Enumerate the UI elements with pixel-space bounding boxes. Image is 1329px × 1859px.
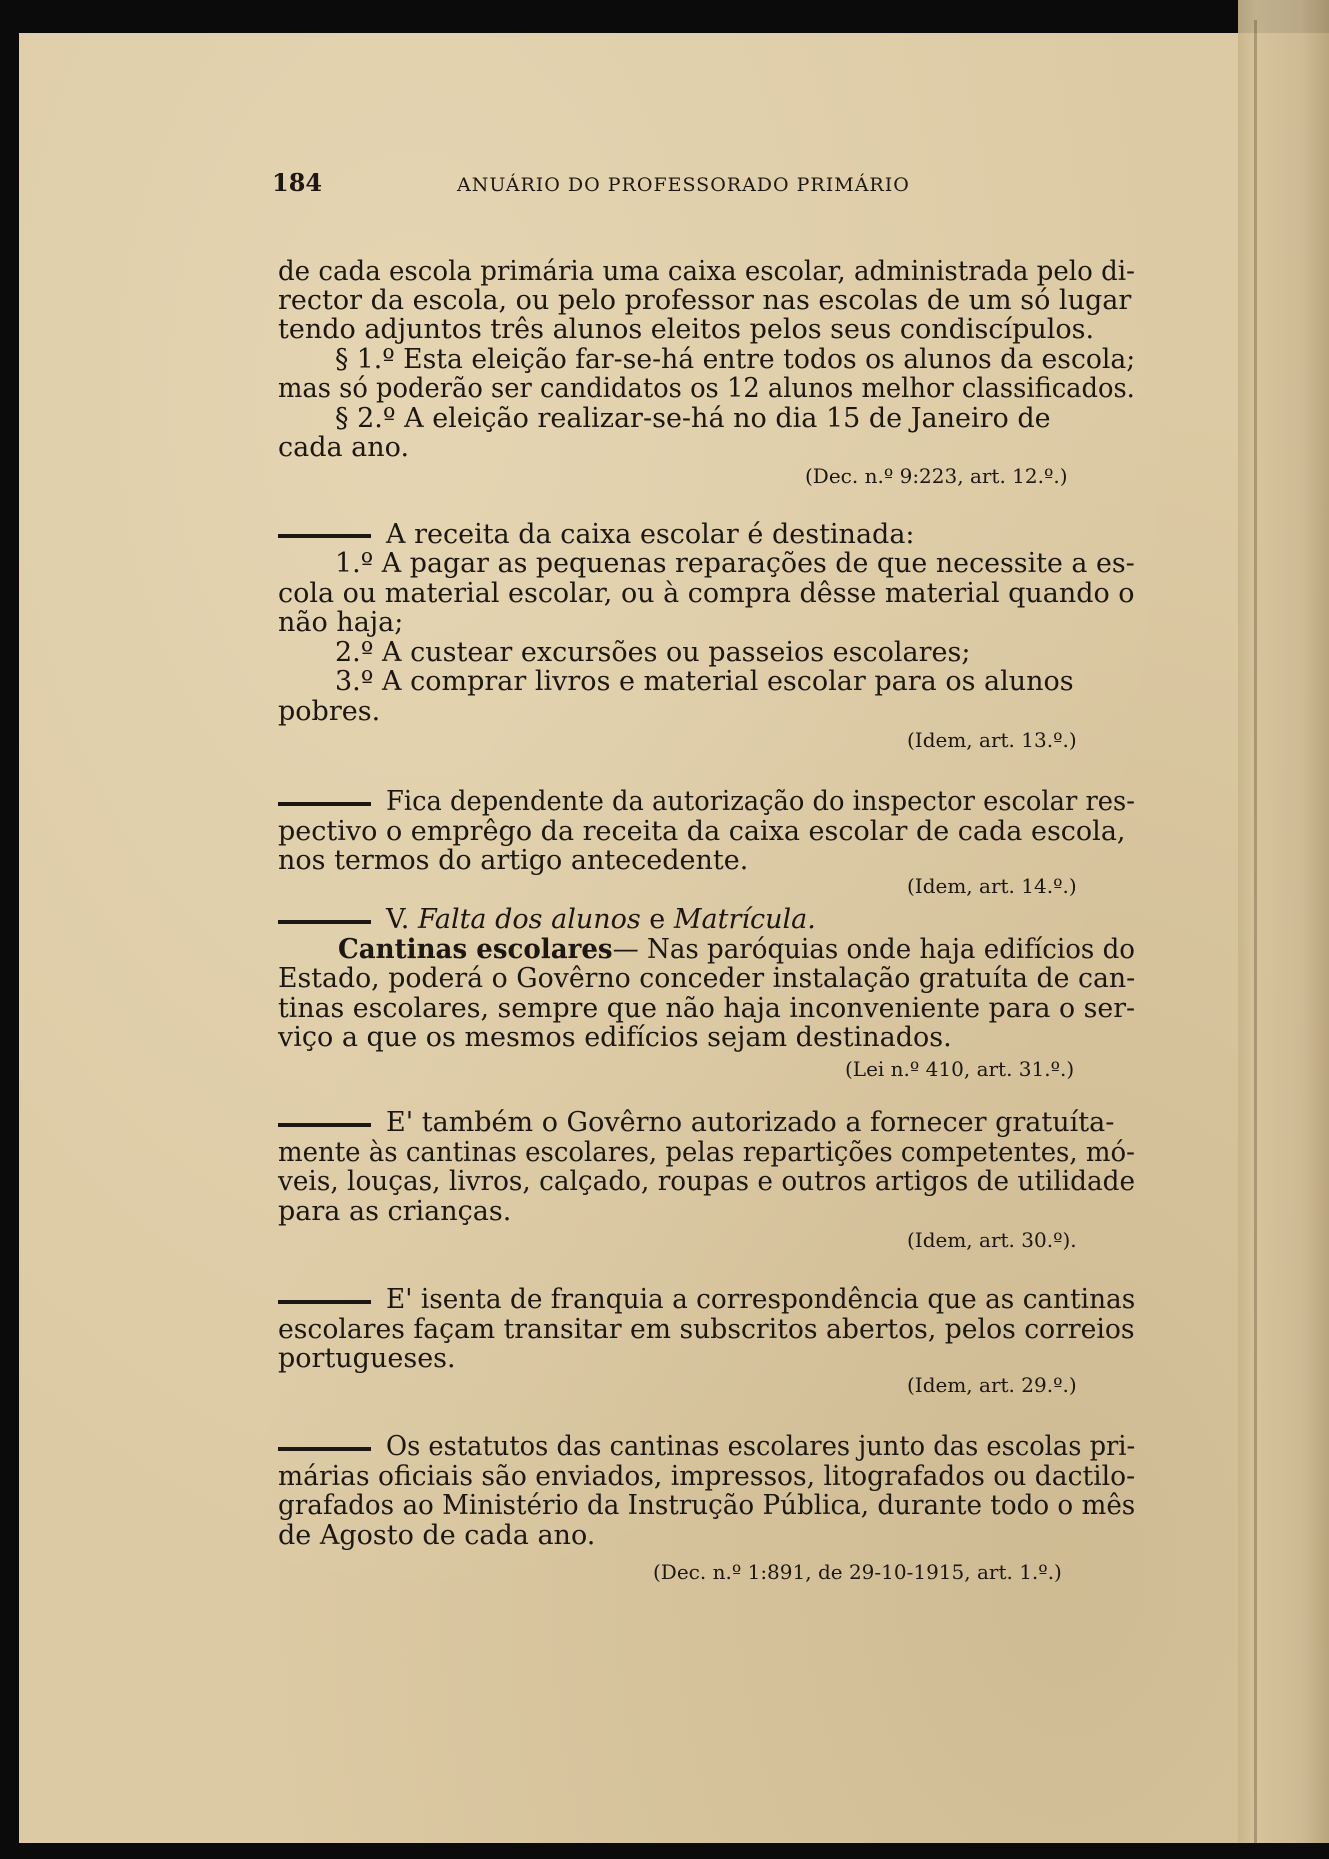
- text-line: portugueses.: [278, 1343, 456, 1374]
- text-line: E' isenta de franquia a correspondência que as cantinas: [386, 1284, 1136, 1315]
- em-dash-rule: [278, 1447, 371, 1451]
- citation: (Idem, art. 14.º.): [907, 874, 1077, 898]
- scan-border-bottom: [0, 1843, 1329, 1859]
- text-line: mente às cantinas escolares, pelas repartições competentes, mó-: [278, 1137, 1135, 1168]
- page-number: 184: [272, 168, 323, 197]
- em-dash-rule: [278, 1300, 371, 1304]
- text-line: de cada escola primária uma caixa escolar, administrada pelo di-: [278, 256, 1135, 287]
- text-run: — Nas paróquias onde haja edifícios do: [612, 934, 1135, 965]
- section-title-part-1: Falta dos alunos: [417, 904, 641, 935]
- text-line: pobres.: [278, 696, 381, 727]
- text-line: veis, louças, livros, calçado, roupas e outros artigos de utilidade: [278, 1166, 1136, 1197]
- text-line: tinas escolares, sempre que não haja inconveniente para o ser-: [278, 993, 1136, 1024]
- citation: (Lei n.º 410, art. 31.º.): [845, 1057, 1075, 1081]
- text-line: § 2.º A eleição realizar-se-há no dia 15 de Janeiro de: [335, 403, 1051, 434]
- text-line: 2.º A custear excursões ou passeios escolares;: [335, 637, 971, 668]
- text-line: § 1.º Esta eleição far-se-há entre todos os alunos da escola;: [335, 344, 1136, 375]
- running-title: ANUÁRIO DO PROFESSORADO PRIMÁRIO: [457, 174, 910, 196]
- text-line: de Agosto de cada ano.: [278, 1520, 596, 1551]
- citation: (Idem, art. 29.º.): [907, 1373, 1077, 1397]
- text-line: 3.º A comprar livros e material escolar para os alunos: [335, 666, 1074, 697]
- text-line: para as crianças.: [278, 1196, 512, 1227]
- text-line: mas só poderão ser candidatos os 12 alunos melhor classificados.: [278, 373, 1135, 404]
- text-line: rector da escola, ou pelo professor nas escolas de um só lugar: [278, 285, 1132, 316]
- section-prefix: V.: [386, 904, 418, 935]
- text-line: Os estatutos das cantinas escolares junto das escolas pri-: [386, 1431, 1136, 1462]
- text-line: viço a que os mesmos edifícios sejam destinados.: [278, 1022, 952, 1053]
- spine-shadow-line: [1254, 20, 1257, 1850]
- scan-border-top: [0, 0, 1329, 30]
- text-line: não haja;: [278, 607, 404, 638]
- citation: (Dec. n.º 9:223, art. 12.º.): [805, 464, 1068, 488]
- text-line: cola ou material escolar, ou à compra dêsse material quando o: [278, 578, 1135, 609]
- book-spine-edge: [1238, 0, 1329, 1859]
- text-line: [338, 935, 1135, 964]
- text-line: márias oficiais são enviados, impressos, litografados ou dactilo-: [278, 1461, 1136, 1492]
- text-line: grafados ao Ministério da Instrução Pública, durante todo o mês: [278, 1490, 1136, 1521]
- section-connector: e: [640, 904, 674, 935]
- text-line: E' também o Govêrno autorizado a fornecer gratuíta-: [386, 1107, 1115, 1138]
- text-line: pectivo o emprêgo da receita da caixa escolar de cada escola,: [278, 816, 1126, 847]
- text-line: 1.º A pagar as pequenas reparações de que necessite a es-: [335, 548, 1135, 579]
- section-heading: [386, 905, 816, 934]
- text-line: Fica dependente da autorização do inspector escolar res-: [386, 786, 1135, 817]
- text-line: nos termos do artigo antecedente.: [278, 845, 749, 876]
- em-dash-rule: [278, 802, 371, 806]
- em-dash-rule: [278, 1123, 371, 1127]
- em-dash-rule: [278, 534, 371, 538]
- text-line: Estado, poderá o Govêrno conceder instalação gratuíta de can-: [278, 963, 1136, 994]
- text-line: escolares façam transitar em subscritos abertos, pelos correios: [278, 1314, 1135, 1345]
- citation: (Dec. n.º 1:891, de 29-10-1915, art. 1.º.): [653, 1560, 1062, 1584]
- bold-lead: Cantinas escolares: [338, 934, 613, 965]
- section-title-part-2: Matrícula.: [673, 904, 816, 935]
- text-line: A receita da caixa escolar é destinada:: [386, 519, 915, 550]
- citation: (Idem, art. 30.º).: [907, 1228, 1077, 1252]
- em-dash-rule: [278, 920, 371, 924]
- citation: (Idem, art. 13.º.): [907, 728, 1077, 752]
- text-line: tendo adjuntos três alunos eleitos pelos seus condiscípulos.: [278, 314, 1095, 345]
- text-line: cada ano.: [278, 432, 410, 463]
